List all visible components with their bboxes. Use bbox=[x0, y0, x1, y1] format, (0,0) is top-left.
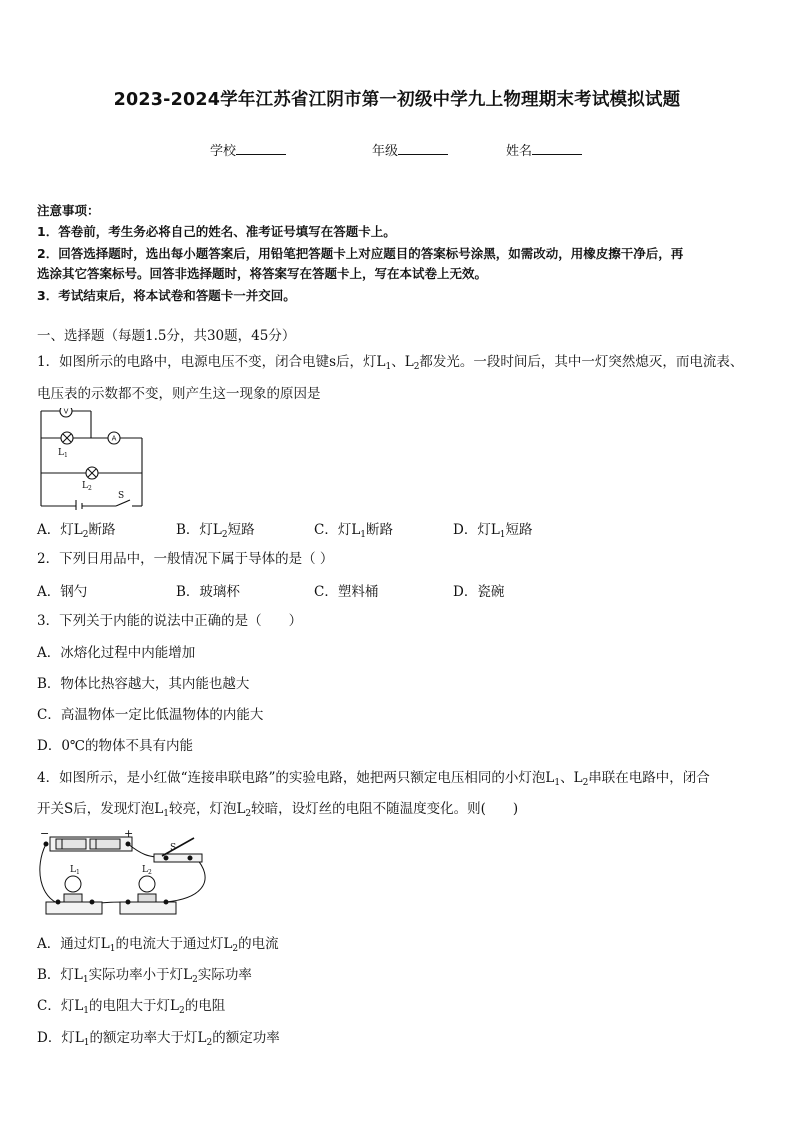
q4-series-circuit-figure bbox=[36, 828, 216, 920]
notice-item-2: 2．回答选择题时，选出每小题答案后，用铅笔把答题卡上对应题目的答案标号涂黑，如需改动，用橡皮擦干净后，再 bbox=[37, 246, 684, 261]
q4-option-b[interactable]: B．灯$L_1$实际功率小于灯$L_2$实际功率 bbox=[37, 967, 252, 985]
svg-text:L2: $L_2$ bbox=[142, 865, 152, 876]
notice-item-3: 3．考试结束后，将本试卷和答题卡一并交回。 bbox=[37, 288, 296, 303]
battery-plus-label: + bbox=[124, 828, 134, 840]
battery-minus-label: − bbox=[40, 828, 50, 840]
notice-item-2-cont: 选涂其它答案标号。回答非选择题时，将答案写在答题卡上，写在本试卷上无效。 bbox=[37, 266, 488, 281]
q2-option-a[interactable]: A．钢勺 bbox=[37, 584, 88, 600]
q4-option-a[interactable]: A．通过灯$L_1$的电流大于通过灯$L_2$的电流 bbox=[37, 936, 279, 954]
q1-option-b[interactable]: B．灯$L_2$短路 bbox=[176, 522, 255, 540]
question-4-stem: 4．如图所示，是小红做“连接串联电路”的实验电路，她把两只额定电压相同的小灯泡$L_1$、$L_2$串联在电路中，闭合 bbox=[37, 770, 710, 788]
q1-circuit-diagram bbox=[36, 408, 148, 510]
q1-option-c[interactable]: C．灯$L_1$断路 bbox=[314, 522, 394, 540]
school-field[interactable]: 学校 bbox=[210, 140, 286, 159]
grade-blank[interactable] bbox=[398, 142, 448, 155]
switch-label: S bbox=[118, 491, 125, 501]
school-blank[interactable] bbox=[236, 142, 286, 155]
question-2-stem: 2．下列日用品中，一般情况下属于导体的是（ ） bbox=[37, 551, 334, 567]
q2-option-d[interactable]: D．瓷碗 bbox=[453, 584, 505, 600]
notice-item-1: 1．答卷前，考生务必将自己的姓名、准考证号填写在答题卡上。 bbox=[37, 224, 396, 239]
lamp-l2-label: L bbox=[142, 865, 148, 875]
q1-option-d[interactable]: D．灯$L_1$短路 bbox=[453, 522, 533, 540]
name-blank[interactable] bbox=[532, 142, 582, 155]
q3-option-a[interactable]: A．冰熔化过程中内能增加 bbox=[37, 645, 196, 661]
q4-option-c[interactable]: C．灯$L_1$的电阻大于灯$L_2$的电阻 bbox=[37, 998, 226, 1016]
lamp-l1-label: $L_1$ bbox=[58, 448, 68, 459]
lamp-l1-label: L bbox=[70, 865, 76, 875]
q4-option-d[interactable]: D．灯$L_1$的额定功率大于灯$L_2$的额定功率 bbox=[37, 1030, 280, 1048]
notice-heading: 注意事项： bbox=[37, 203, 100, 218]
q2-option-c[interactable]: C．塑料桶 bbox=[314, 584, 379, 600]
question-3-stem: 3．下列关于内能的说法中正确的是（ ） bbox=[37, 613, 303, 629]
lamp-l2-label: $L_2$ bbox=[82, 481, 92, 492]
switch-s-label: S bbox=[170, 843, 177, 853]
grade-field[interactable]: 年级 bbox=[372, 140, 448, 159]
q1-option-a[interactable]: A．灯$L_2$断路 bbox=[37, 522, 116, 540]
page-title: 2023-2024学年江苏省江阴市第一初级中学九上物理期末考试模拟试题 bbox=[113, 90, 681, 110]
question-1-stem: 1．如图所示的电路中，电源电压不变，闭合电键s后，灯$L_1$、$L_2$都发光。一段时间后，其中一灯突然熄灭，而电流表、 bbox=[37, 354, 744, 372]
q3-option-d[interactable]: D．0℃的物体不具有内能 bbox=[37, 738, 194, 754]
question-1-stem-cont: 电压表的示数都不变，则产生这一现象的原因是 bbox=[37, 386, 321, 402]
ammeter-label: A bbox=[111, 434, 117, 443]
question-4-stem-cont: 开关S后，发现灯泡$L_1$较亮，灯泡$L_2$较暗，设灯丝的电阻不随温度变化。则( ) bbox=[37, 801, 519, 819]
svg-text:L1: $L_1$ bbox=[70, 865, 80, 876]
name-field[interactable]: 姓名 bbox=[506, 140, 582, 159]
q3-option-b[interactable]: B．物体比热容越大，其内能也越大 bbox=[37, 676, 250, 692]
q3-option-c[interactable]: C．高温物体一定比低温物体的内能大 bbox=[37, 707, 264, 723]
section-heading: 一、选择题（每题1.5分，共30题，45分） bbox=[37, 328, 296, 344]
voltmeter-label: V bbox=[63, 408, 69, 416]
q2-option-b[interactable]: B．玻璃杯 bbox=[176, 584, 240, 600]
